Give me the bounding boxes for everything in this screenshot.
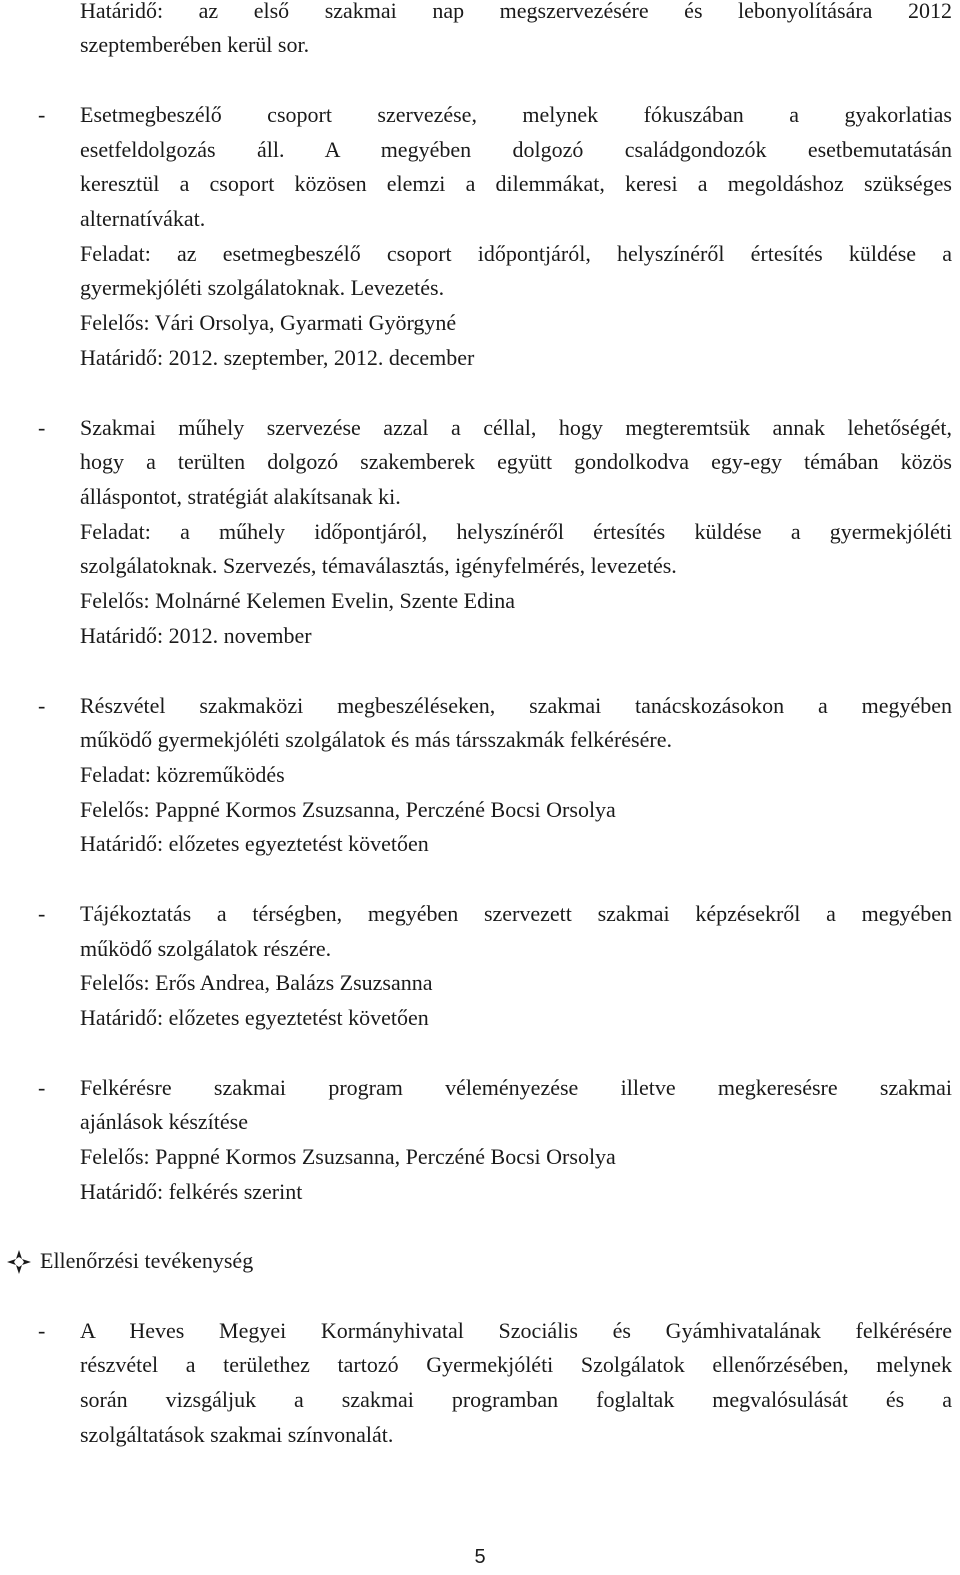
text-line: alternatívákat. (80, 206, 206, 231)
text-line: ajánlások készítése (80, 1109, 248, 1134)
text-line: Feladat: közreműködés (80, 762, 285, 787)
list-dash: - (38, 693, 46, 718)
text-line: szolgálatoknak. Szervezés, témaválasztás, igényfelmérés, levezetés. (80, 553, 677, 578)
list-dash: - (38, 1075, 46, 1100)
text-line: esetfeldolgozás áll. A megyében dolgozó családgondozók esetbemutatásán (80, 137, 952, 162)
text-line: Felelős: Vári Orsolya, Gyarmati Györgyné (80, 310, 457, 335)
text-line: álláspontot, stratégiát alakítsanak ki. (80, 484, 401, 509)
list-dash: - (38, 901, 46, 926)
list-dash: - (38, 415, 46, 440)
text-line: Határidő: 2012. szeptember, 2012. december (80, 345, 475, 370)
text-line: Felelős: Pappné Kormos Zsuzsanna, Perczéné Bocsi Orsolya (80, 1144, 616, 1169)
text-line: Határidő: az első szakmai nap megszervezésére és lebonyolítására 2012 (80, 0, 952, 23)
text-line: Feladat: a műhely időpontjáról, helyszínéről értesítés küldése a gyermekjóléti (80, 519, 952, 544)
diamond-bullet-icon (6, 1249, 32, 1275)
text-line: hogy a terülten dolgozó szakemberek együtt gondolkodva egy-egy témában közös (80, 449, 952, 474)
text-line: során vizsgáljuk a szakmai programban foglaltak megvalósulását és a (80, 1387, 952, 1412)
text-line: működő szolgálatok részére. (80, 936, 332, 961)
text-line: Határidő: előzetes egyeztetést követően (80, 1005, 429, 1030)
text-line: Határidő: előzetes egyeztetést követően (80, 831, 429, 856)
text-line: Határidő: felkérés szerint (80, 1179, 303, 1204)
list-dash: - (38, 1318, 46, 1343)
list-dash: - (38, 102, 46, 127)
text-line: Határidő: 2012. november (80, 623, 312, 648)
text-line: Felelős: Molnárné Kelemen Evelin, Szente Edina (80, 588, 515, 613)
text-line: működő gyermekjóléti szolgálatok és más társszakmák felkérésére. (80, 727, 672, 752)
text-line: szeptemberében kerül sor. (80, 32, 310, 57)
section-heading: Ellenőrzési tevékenység (40, 1248, 254, 1273)
text-line: keresztül a csoport közösen elemzi a dilemmákat, keresi a megoldáshoz szükséges (80, 171, 952, 196)
text-line: gyermekjóléti szolgálatoknak. Levezetés. (80, 275, 445, 300)
text-line: Felelős: Erős Andrea, Balázs Zsuzsanna (80, 970, 433, 995)
text-line: Felelős: Pappné Kormos Zsuzsanna, Perczéné Bocsi Orsolya (80, 797, 616, 822)
text-line: szolgáltatások szakmai színvonalát. (80, 1422, 394, 1447)
text-line: Szakmai műhely szervezése azzal a céllal, hogy megteremtsük annak lehetőségét, (80, 415, 952, 440)
text-line: Feladat: az esetmegbeszélő csoport időpontjáról, helyszínéről értesítés küldése a (80, 241, 952, 266)
text-line: Tájékoztatás a térségben, megyében szervezett szakmai képzésekről a megyében (80, 901, 952, 926)
text-line: Felkérésre szakmai program véleményezése illetve megkeresésre szakmai (80, 1075, 952, 1100)
text-line: Részvétel szakmaközi megbeszéléseken, szakmai tanácskozásokon a megyében (80, 693, 952, 718)
text-line: részvétel a területhez tartozó Gyermekjóléti Szolgálatok ellenőrzésében, melynek (80, 1352, 952, 1377)
text-line: A Heves Megyei Kormányhivatal Szociális és Gyámhivatalának felkérésére (80, 1318, 952, 1343)
page-number: 5 (474, 1546, 486, 1568)
text-line: Esetmegbeszélő csoport szervezése, melynek fókuszában a gyakorlatias (80, 102, 952, 127)
